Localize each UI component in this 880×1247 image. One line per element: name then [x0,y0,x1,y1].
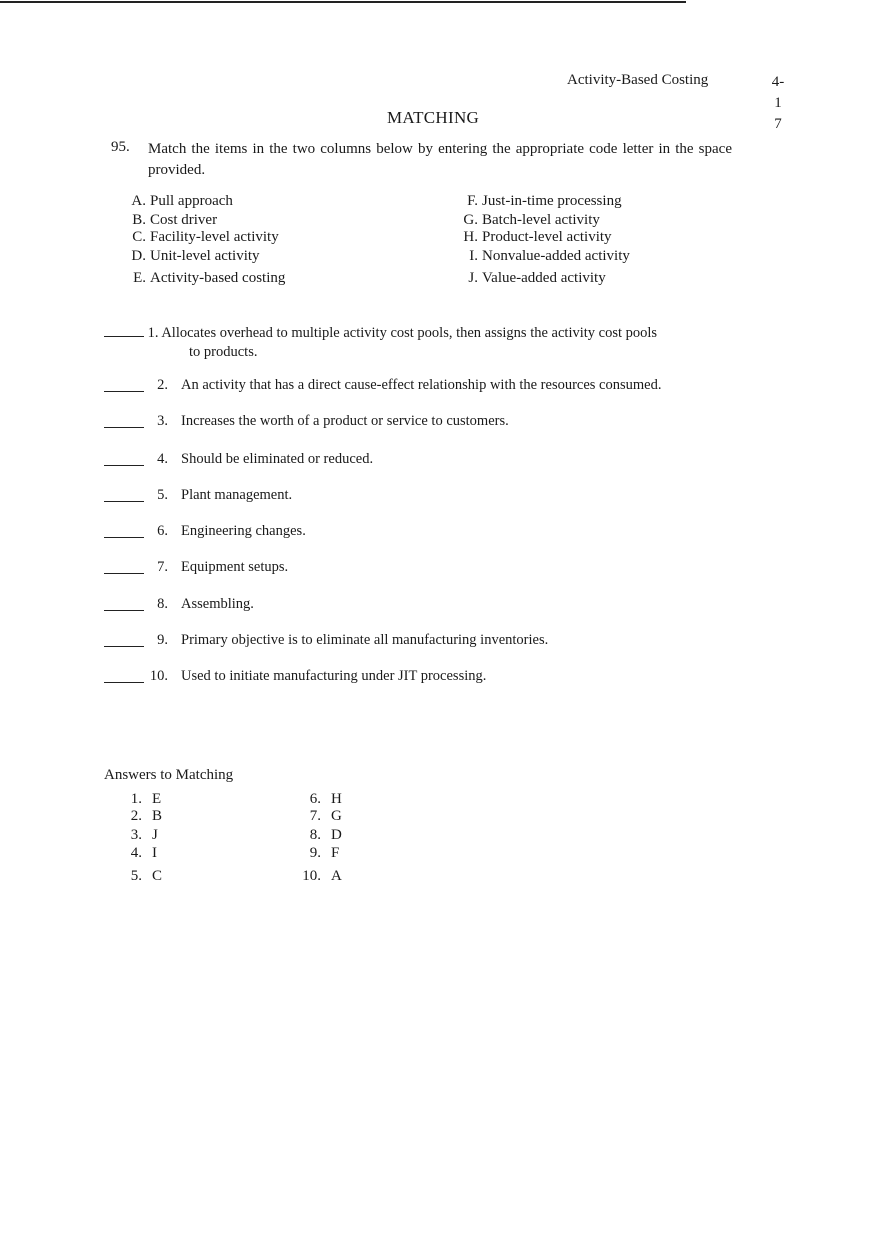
matching-item-6 [104,523,306,543]
matching-item-8 [104,596,254,616]
option-letter: G. [463,212,478,228]
option-letter: D. [131,248,146,264]
option-j [456,270,606,287]
answer-number: 8. [309,827,321,843]
option-text: Just-in-time processing [482,193,622,209]
answer-letter: G [331,808,342,824]
option-f [456,193,622,210]
answer-row [297,868,342,885]
item-number: 6. [157,523,168,539]
answer-row [118,791,161,808]
answer-row [118,808,162,825]
top-rule [0,1,686,3]
answer-blank[interactable] [104,632,144,647]
option-letter: H. [463,229,478,245]
answer-blank[interactable] [104,377,144,392]
item-number: 1. [147,325,159,341]
matching-item-2 [104,377,662,397]
answer-row [118,868,162,885]
item-number: 3. [157,413,168,429]
option-d [124,248,260,265]
matching-item-4 [104,451,374,471]
question-instructions: Match the items in the two columns below by entering the appropriate code letter in the space provided. [148,141,732,178]
matching-item-5 [104,487,293,507]
answers-title: Answers to Matching [104,767,234,783]
option-i [456,248,630,265]
option-text: Unit-level activity [150,248,260,264]
item-number: 9. [157,632,168,648]
item-text: Equipment setups. [181,559,289,575]
page-number-line: 7 [774,116,782,132]
option-c [124,229,279,246]
option-h [456,229,612,246]
answer-blank[interactable] [104,451,144,466]
option-letter: F. [467,193,478,209]
answer-letter: D [331,827,342,843]
answer-number: 6. [309,791,321,807]
item-text: Assembling. [181,596,254,612]
item-number: 8. [157,596,168,612]
item-text: Allocates overhead to multiple activity cost pools, then assigns the activity cost pools [161,325,658,341]
answer-number: 7. [309,808,321,824]
item-text: Engineering changes. [181,523,306,539]
answer-blank[interactable] [104,559,144,574]
option-letter: J. [468,270,478,286]
item-text: Plant management. [181,487,293,503]
question-number: 95. [111,139,130,155]
matching-item-1 [104,322,657,342]
item-number: 10. [149,668,168,684]
answer-letter: J [152,827,158,843]
option-text: Value-added activity [482,270,606,286]
page-number-line: 1 [774,95,782,111]
answer-blank[interactable] [104,523,144,538]
answer-letter: A [331,868,342,884]
answer-letter: I [152,845,157,861]
chapter-title: Activity-Based Costing [567,72,709,88]
answer-row [118,827,158,844]
option-letter: E. [133,270,146,286]
item-number: 5. [157,487,168,503]
answer-number: 4. [130,845,142,861]
item-text: Should be eliminated or reduced. [181,451,374,467]
answer-number: 2. [130,808,142,824]
option-letter: C. [132,229,146,245]
option-a [124,193,233,210]
matching-item-10 [104,668,487,688]
answer-row [297,827,342,844]
answer-row [118,845,157,862]
option-letter: B. [132,212,146,228]
answer-number: 1. [130,791,142,807]
answer-number: 3. [130,827,142,843]
option-text: Pull approach [150,193,233,209]
option-text: Activity-based costing [150,270,286,286]
answer-blank[interactable] [104,596,144,611]
option-text: Product-level activity [482,229,612,245]
page-number-line: 4- [771,74,785,90]
answer-number: 10. [302,868,321,884]
item-text-continuation: to products. [189,344,258,360]
answer-row [297,845,339,862]
answer-blank[interactable] [104,487,144,502]
option-text: Facility-level activity [150,229,279,245]
answer-letter: F [331,845,340,861]
answer-number: 9. [309,845,321,861]
option-b [124,212,217,229]
matching-item-3 [104,413,509,433]
answer-letter: H [331,791,342,807]
item-number: 7. [157,559,168,575]
matching-item-7 [104,559,289,579]
answer-letter: C [152,868,163,884]
item-text: Used to initiate manufacturing under JIT processing. [181,668,487,684]
answer-row [297,808,342,825]
item-number: 2. [157,377,168,393]
option-g [456,212,600,229]
option-text: Cost driver [150,212,218,228]
item-text: Primary objective is to eliminate all manufacturing inventories. [181,632,549,648]
item-number: 4. [157,451,168,467]
answer-letter: B [152,808,163,824]
answer-blank[interactable] [104,322,144,337]
option-e [124,270,285,287]
section-title: MATCHING [387,108,480,127]
answer-blank[interactable] [104,413,144,428]
option-text: Batch-level activity [482,212,600,228]
option-text: Nonvalue-added activity [482,248,630,264]
option-letter: A. [131,193,146,209]
answer-blank[interactable] [104,668,144,683]
item-text: An activity that has a direct cause-effect relationship with the resources consumed. [181,377,662,393]
matching-item-9 [104,632,549,652]
answer-row [297,791,342,808]
answer-letter: E [152,791,162,807]
item-text: Increases the worth of a product or service to customers. [181,413,509,429]
option-letter: I. [469,248,478,264]
page-number [771,72,785,135]
answer-number: 5. [130,868,142,884]
